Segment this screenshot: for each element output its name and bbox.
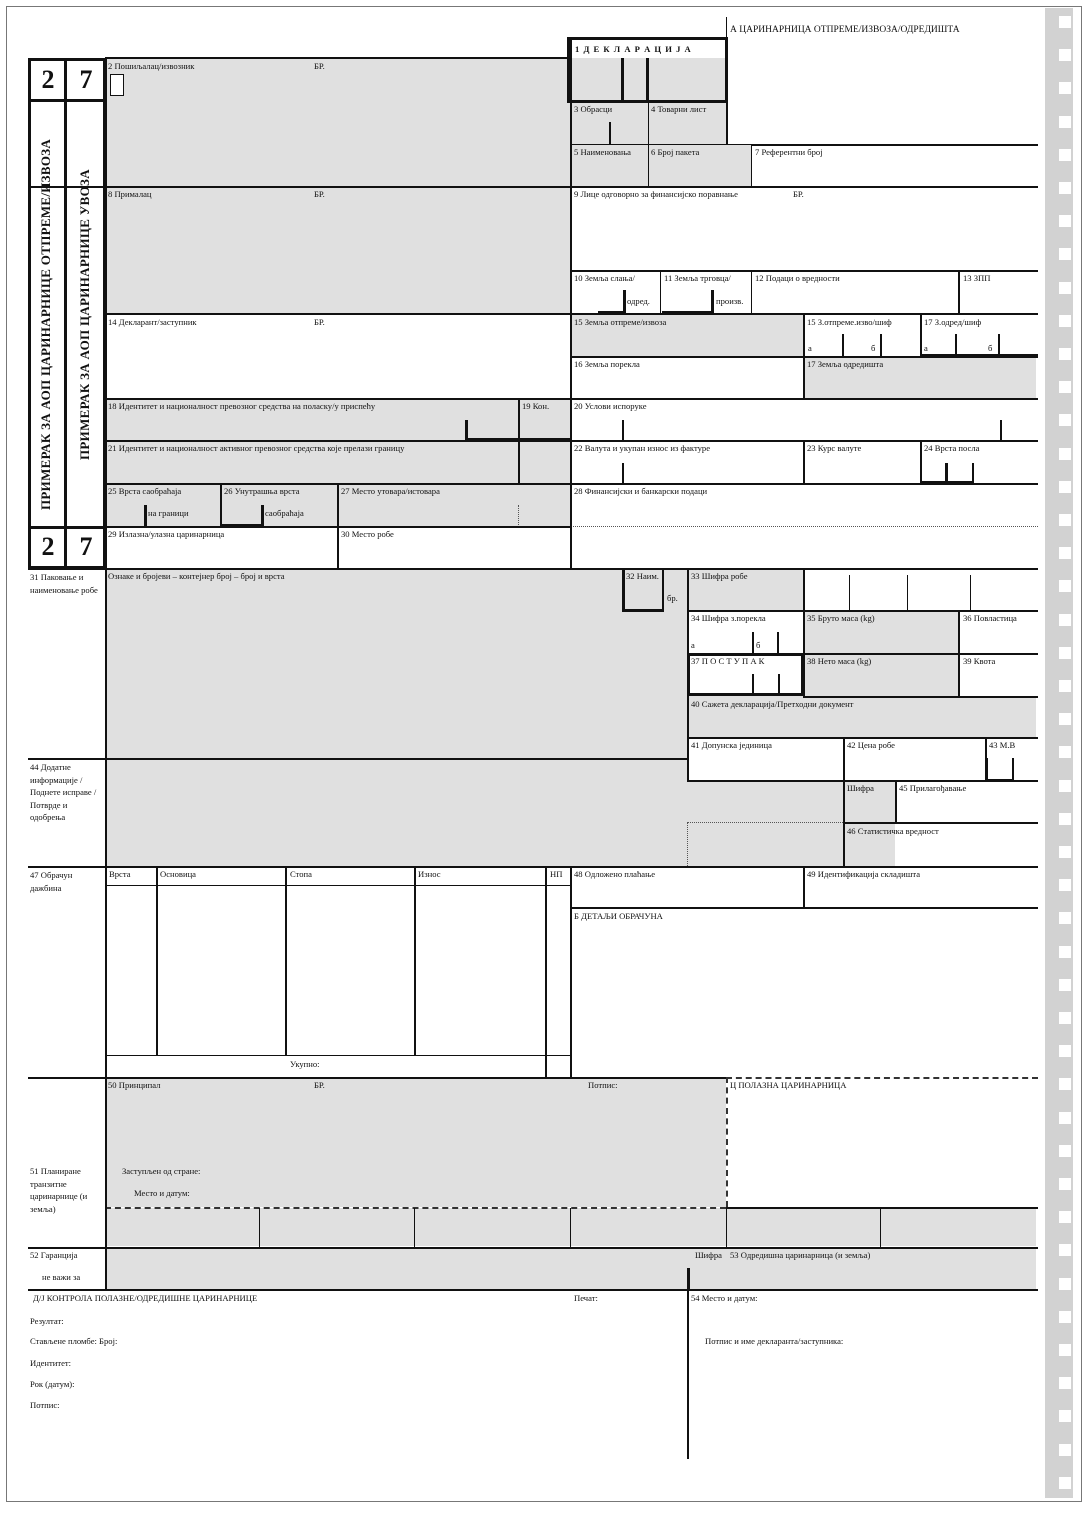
identity-label: Идентитет: bbox=[30, 1358, 72, 1368]
field-52b-label: не важи за bbox=[42, 1272, 81, 1282]
field-50-sign: Потпис: bbox=[588, 1080, 618, 1090]
perforation-hole bbox=[1059, 1012, 1071, 1024]
field-54-sign: Потпис и име декларанта/заступника: bbox=[705, 1336, 844, 1346]
field-43-label: 43 М.В bbox=[989, 740, 1016, 750]
field-30-label: 30 Место робе bbox=[341, 529, 394, 539]
field-49-label: 49 Идентификација складишта bbox=[807, 869, 921, 879]
field-11-label: 11 Земља трговца/ bbox=[664, 273, 731, 283]
perforation-hole bbox=[1059, 1045, 1071, 1057]
stamp-label: Печат: bbox=[574, 1293, 598, 1303]
perforation-hole bbox=[1059, 1112, 1071, 1124]
perforation-hole bbox=[1059, 647, 1071, 659]
field-17a-sub-b: б bbox=[988, 343, 993, 353]
seals-label: Стављене пломбе: Број: bbox=[30, 1336, 118, 1346]
field-53-label: 53 Одредишна царинарница (и земља) bbox=[730, 1250, 871, 1260]
deadline-label: Рок (датум): bbox=[30, 1379, 75, 1389]
field-47-base: Основица bbox=[160, 869, 196, 879]
perforation-hole bbox=[1059, 348, 1071, 360]
field-34-sub-b: б bbox=[756, 640, 761, 650]
perforation-hole bbox=[1059, 1477, 1071, 1489]
perforation-hole bbox=[1059, 514, 1071, 526]
field-2-br: БР. bbox=[314, 61, 325, 71]
section-b-label: Б ДЕТАЉИ ОБРАЧУНА bbox=[574, 911, 663, 921]
field-15a-label: 15 З.отпреме.изво/шиф bbox=[807, 317, 892, 327]
perforation-hole bbox=[1059, 1211, 1071, 1223]
field-16-label: 16 Земља порекла bbox=[574, 359, 640, 369]
perforation-hole bbox=[1059, 846, 1071, 858]
field-3-label: 3 Обрасци bbox=[574, 104, 613, 114]
field-38-label: 38 Нето маса (kg) bbox=[807, 656, 872, 666]
field-27-label: 27 Место утовара/истовара bbox=[341, 486, 440, 496]
perforation-hole bbox=[1059, 315, 1071, 327]
perforation-hole bbox=[1059, 879, 1071, 891]
field-2-checkbox[interactable] bbox=[110, 74, 124, 96]
field-25b-label: на граници bbox=[148, 508, 189, 518]
copy-number-bottom: 2 bbox=[41, 532, 55, 561]
field-52-code: Шифра bbox=[695, 1250, 722, 1260]
field-32-label: 32 Наим. bbox=[626, 571, 659, 581]
field-17-label: 17 Земља одредишта bbox=[807, 359, 884, 369]
perforation-hole bbox=[1059, 780, 1071, 792]
field-26-label: 26 Унутрашња врста bbox=[224, 486, 300, 496]
field-13-label: 13 ЗПП bbox=[963, 273, 991, 283]
form-number-bottom: 7 bbox=[79, 532, 93, 561]
field-19-label: 19 Кон. bbox=[522, 401, 550, 411]
field-8-label: 8 Прималац bbox=[108, 189, 152, 199]
perforation-hole bbox=[1059, 912, 1071, 924]
perforation-hole bbox=[1059, 1278, 1071, 1290]
field-7-label: 7 Референтни број bbox=[755, 147, 823, 157]
perforation-hole bbox=[1059, 547, 1071, 559]
perforation-hole bbox=[1059, 1444, 1071, 1456]
perforation-hole bbox=[1059, 1244, 1071, 1256]
perforation-hole bbox=[1059, 1078, 1071, 1090]
field-4-label: 4 Товарни лист bbox=[651, 104, 707, 114]
perforation-hole bbox=[1059, 1344, 1071, 1356]
perforation-hole bbox=[1059, 414, 1071, 426]
field-17a-sub-a: а bbox=[924, 343, 928, 353]
field-10b-label: одред. bbox=[627, 296, 650, 306]
field-29-label: 29 Излазна/улазна царинарница bbox=[108, 529, 225, 539]
field-26b-label: саобраћаја bbox=[265, 508, 304, 518]
field-35-label: 35 Бруто маса (kg) bbox=[807, 613, 875, 623]
field-11b-label: произв. bbox=[716, 296, 744, 306]
perforation-hole bbox=[1059, 82, 1071, 94]
copy-number-top: 2 bbox=[41, 65, 55, 94]
side-label-import: ПРИМЕРАК ЗА АОП ЦАРИНАРНИЦЕ УВОЗА bbox=[77, 169, 92, 460]
perforation-hole bbox=[1059, 16, 1071, 28]
field-5-label: 5 Наименовања bbox=[574, 147, 632, 157]
signature-label: Потпис: bbox=[30, 1400, 60, 1410]
field-47-type: Врста bbox=[109, 869, 131, 879]
field-14-label: 14 Декларант/заступник bbox=[108, 317, 197, 327]
field-12-label: 12 Подаци о вредности bbox=[755, 273, 840, 283]
field-50-label: 50 Принципал bbox=[108, 1080, 161, 1090]
field-54-label: 54 Место и датум: bbox=[691, 1293, 758, 1303]
field-45-label: 45 Прилагођавање bbox=[899, 783, 967, 793]
field-21-label: 21 Идентитет и националност активног превозног средства које прелази границу bbox=[108, 443, 405, 453]
field-44-code: Шифра bbox=[847, 783, 874, 793]
field-9-br: БР. bbox=[793, 189, 804, 199]
field-15a-sub-a: а bbox=[808, 343, 812, 353]
field-47-rate: Стопа bbox=[290, 869, 312, 879]
perforation-hole bbox=[1059, 215, 1071, 227]
perforation-hole bbox=[1059, 381, 1071, 393]
field-50-rep: Заступљен од стране: bbox=[122, 1166, 201, 1176]
field-32b-label: бр. bbox=[667, 593, 678, 603]
field-51-label: 51 Планиране транзитне царинарнице (и земља) bbox=[30, 1166, 88, 1214]
field-47-total: Укупно: bbox=[290, 1059, 320, 1069]
field-2-label: 2 Пошиљалац/извозник bbox=[108, 61, 195, 71]
field-37-label: 37 П О С Т У П А К bbox=[691, 656, 765, 666]
field-39-label: 39 Квота bbox=[963, 656, 996, 666]
field-14-br: БР. bbox=[314, 317, 325, 327]
perforation-hole bbox=[1059, 680, 1071, 692]
perforation-hole bbox=[1059, 182, 1071, 194]
field-47-label: 47 Обрачун дажбина bbox=[30, 870, 73, 893]
perforation-hole bbox=[1059, 248, 1071, 260]
perforation-strip bbox=[1045, 8, 1073, 1498]
field-48-label: 48 Одложено плаћање bbox=[574, 869, 656, 879]
field-15a-sub-b: б bbox=[871, 343, 876, 353]
field-31-label: 31 Паковање и наименовање робе bbox=[30, 572, 98, 595]
perforation-hole bbox=[1059, 1178, 1071, 1190]
field-40-label: 40 Сажета декларација/Претходни документ bbox=[691, 699, 854, 709]
field-22-label: 22 Валута и укупан износ из фактуре bbox=[574, 443, 711, 453]
field-50-place: Место и датум: bbox=[134, 1188, 190, 1198]
perforation-hole bbox=[1059, 116, 1071, 128]
field-31-marks-label: Ознаке и бројеви – контејнер број – број и врста bbox=[108, 571, 285, 581]
field-9-label: 9 Лице одговорно за финансијско поравнање bbox=[574, 189, 738, 199]
field-6-label: 6 Број пакета bbox=[651, 147, 700, 157]
field-17a-label: 17 З.одред/шиф bbox=[924, 317, 982, 327]
perforation-hole bbox=[1059, 448, 1071, 460]
perforation-hole bbox=[1059, 614, 1071, 626]
perforation-hole bbox=[1059, 1377, 1071, 1389]
declaration-label: 1 Д Е К Л А Р А Ц И Ј А bbox=[575, 44, 692, 54]
perforation-hole bbox=[1059, 1311, 1071, 1323]
field-52-label: 52 Гаранција bbox=[30, 1250, 78, 1260]
field-36-label: 36 Повластица bbox=[963, 613, 1017, 623]
field-42-label: 42 Цена робе bbox=[847, 740, 895, 750]
section-c-label: Ц ПОЛАЗНА ЦАРИНАРНИЦА bbox=[730, 1080, 847, 1090]
field-20-label: 20 Услови испоруке bbox=[574, 401, 647, 411]
field-28-label: 28 Финансијски и банкарски подаци bbox=[574, 486, 708, 496]
perforation-hole bbox=[1059, 813, 1071, 825]
field-24-label: 24 Врста посла bbox=[924, 443, 980, 453]
field-44-label: 44 Додатне информације / Поднете исправе / Потврде и одобрења bbox=[30, 762, 97, 822]
perforation-hole bbox=[1059, 149, 1071, 161]
result-label: Резултат: bbox=[30, 1316, 64, 1326]
perforation-hole bbox=[1059, 746, 1071, 758]
field-33-label: 33 Шифра робе bbox=[691, 571, 748, 581]
field-18-label: 18 Идентитет и националност превозног средства на поласку/у приспећу bbox=[108, 401, 376, 411]
section-d-label: Д/Ј КОНТРОЛА ПОЛАЗНЕ/ОДРЕДИШНЕ ЦАРИНАРНИЦЕ bbox=[33, 1293, 258, 1303]
field-34-sub-a: а bbox=[691, 640, 695, 650]
perforation-hole bbox=[1059, 282, 1071, 294]
form-number-top: 7 bbox=[79, 65, 93, 94]
perforation-hole bbox=[1059, 946, 1071, 958]
perforation-hole bbox=[1059, 1410, 1071, 1422]
side-label-export: ПРИМЕРАК ЗА АОП ЦАРИНАРНИЦЕ ОТПРЕМЕ/ИЗВОЗА bbox=[38, 138, 53, 510]
field-15-label: 15 Земља отпреме/извоза bbox=[574, 317, 667, 327]
field-8-br: БР. bbox=[314, 189, 325, 199]
perforation-hole bbox=[1059, 580, 1071, 592]
field-23-label: 23 Курс валуте bbox=[807, 443, 862, 453]
field-25-label: 25 Врста саобраћаја bbox=[108, 486, 182, 496]
perforation-hole bbox=[1059, 1145, 1071, 1157]
perforation-hole bbox=[1059, 713, 1071, 725]
field-50-br: БР. bbox=[314, 1080, 325, 1090]
field-41-label: 41 Допунска јединица bbox=[691, 740, 772, 750]
perforation-hole bbox=[1059, 49, 1071, 61]
perforation-hole bbox=[1059, 481, 1071, 493]
field-10-label: 10 Земља слања/ bbox=[574, 273, 635, 283]
perforation-hole bbox=[1059, 979, 1071, 991]
field-47-np: НП bbox=[550, 869, 563, 879]
field-46-label: 46 Статистичка вредност bbox=[847, 826, 939, 836]
field-47-amount: Износ bbox=[418, 869, 441, 879]
field-34-label: 34 Шифра з.порекла bbox=[691, 613, 766, 623]
section-a-label: А ЦАРИНАРНИЦА ОТПРЕМЕ/ИЗВОЗА/ОДРЕДИШТА bbox=[730, 25, 960, 35]
